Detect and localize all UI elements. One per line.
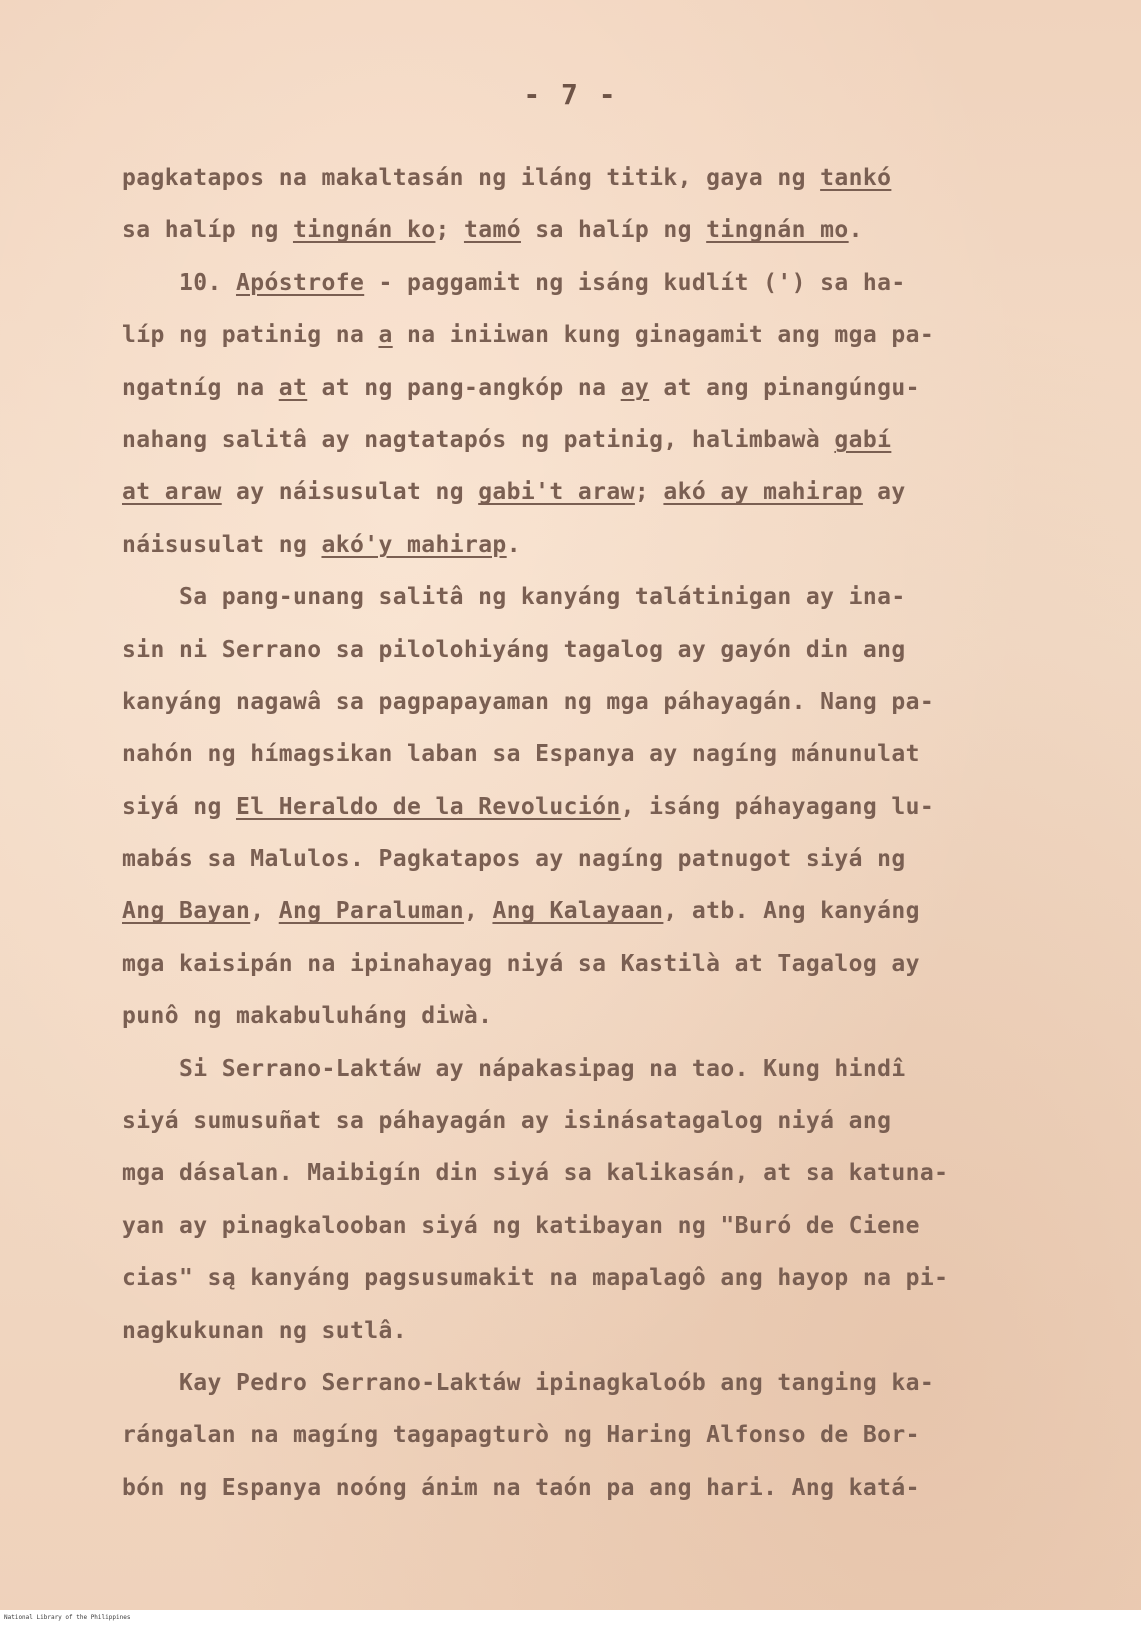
text-segment: , <box>250 898 279 925</box>
text-segment: , isáng páhayagang lu- <box>620 793 935 820</box>
text-line <box>122 1200 1022 1252</box>
text-segment: . <box>506 531 521 558</box>
text-segment: ay <box>862 479 906 506</box>
text-segment: ; <box>634 479 664 506</box>
underlined-term: Ang Bayan <box>122 898 251 925</box>
underlined-term: tankó <box>820 165 892 191</box>
text-segment: ; <box>435 217 464 244</box>
text-segment: líp ng patinig na <box>122 322 379 349</box>
text-segment: sin ni Serrano sa pilolohiyáng tagalog ay gayón din ang <box>122 636 906 663</box>
text-segment: punô ng makabuluháng diwà. <box>122 1003 493 1030</box>
text-segment: ay náisusulat ng <box>221 479 479 506</box>
text-line <box>122 1357 1022 1409</box>
underlined-term: ay <box>620 374 650 401</box>
text-line <box>122 466 1022 518</box>
text-line <box>122 1252 1022 1304</box>
text-segment: cias" są kanyáng pagsusumakit na mapalagô ang hayop na pi- <box>122 1265 949 1292</box>
text-line <box>122 1462 1022 1514</box>
text-segment: , atb. Ang kanyáng <box>663 898 920 925</box>
text-segment: Kay Pedro Serrano-Laktáw ipinagkaloób ang tanging ka- <box>122 1369 935 1396</box>
text-segment: mga kaisipán na ipinahayag niyá sa Kastilà at Tagalog ay <box>122 950 920 977</box>
text-segment: na iniiwan kung ginagamit ang mga pa- <box>392 322 935 349</box>
text-line <box>122 519 1022 571</box>
text-line <box>122 204 1022 256</box>
text-line <box>122 728 1022 780</box>
underlined-term: a <box>378 322 393 349</box>
underlined-term: tamó <box>463 217 521 244</box>
text-segment: - paggamit ng isáng kudlít (') sa ha- <box>364 269 906 296</box>
text-segment: rángalan na magíng tagapagturò ng Haring Alfonso de Bor- <box>122 1422 920 1449</box>
text-segment: siyá ng <box>122 793 236 820</box>
text-segment: nagkukunan ng sutlâ. <box>122 1317 407 1344</box>
underlined-term: tingnán mo <box>706 217 849 244</box>
underlined-term: gabí <box>834 426 892 453</box>
text-line <box>122 1095 1022 1147</box>
body-text <box>122 152 1022 1514</box>
text-segment: at ang pinangúngu- <box>649 374 920 401</box>
underlined-term: akó ay mahirap <box>663 479 863 506</box>
text-segment: Si Serrano-Laktáw ay nápakasipag na tao. Kung hindî <box>122 1055 906 1082</box>
underlined-term: Ang Kalayaan <box>492 898 664 925</box>
text-line <box>122 676 1022 728</box>
underlined-term: gabi't araw <box>478 479 635 506</box>
text-line <box>122 571 1022 623</box>
text-line <box>122 414 1022 466</box>
text-segment: náisusulat ng <box>122 531 322 558</box>
underlined-term: akó'y mahirap <box>321 531 507 558</box>
text-segment: pagkatapos na makaltasán ng iláng titik, gaya ng <box>122 165 821 191</box>
page-number: - 7 - <box>523 78 618 111</box>
footer-credit: National Library of the Philippines <box>4 1614 131 1621</box>
text-segment: Sa pang-unang salitâ ng kanyáng talátinigan ay ina- <box>122 584 906 611</box>
text-segment: mga dásalan. Maibigín din siyá sa kalikasán, at sa katuna- <box>122 1160 949 1187</box>
text-segment: mabás sa Malulos. Pagkatapos ay nagíng patnugot siyá ng <box>122 846 906 873</box>
text-line <box>122 309 1022 361</box>
text-segment: nahón ng hímagsikan laban sa Espanya ay nagíng mánunulat <box>122 741 920 768</box>
text-line <box>122 257 1022 309</box>
text-segment: yan ay pinagkalooban siyá ng katibayan ng "Buró de Ciene <box>122 1212 920 1239</box>
text-line <box>122 624 1022 676</box>
text-line <box>122 781 1022 833</box>
text-segment: kanyáng nagawâ sa pagpapayaman ng mga páhayagán. Nang pa- <box>122 688 935 715</box>
text-segment: siyá sumusuñat sa páhayagán ay isinásatagalog niyá ang <box>122 1108 892 1135</box>
text-segment: sa halíp ng <box>520 217 707 244</box>
text-segment: sa halíp ng <box>122 217 293 244</box>
text-segment: at ng pang-angkóp na <box>307 374 621 401</box>
text-segment: 10. <box>122 269 236 296</box>
underlined-term: at <box>278 374 308 401</box>
underlined-term: at araw <box>122 479 222 506</box>
text-segment: nahang salitâ ay nagtatapós ng patinig, halimbawà <box>122 426 835 453</box>
text-line <box>122 885 1022 937</box>
text-segment: , <box>463 898 493 925</box>
text-line <box>122 1147 1022 1199</box>
text-line <box>122 362 1022 414</box>
footer-strip <box>0 1610 1141 1628</box>
text-line <box>122 1409 1022 1461</box>
underlined-term: tingnán ko <box>292 217 436 244</box>
text-line <box>122 938 1022 990</box>
underlined-term: Ang Paraluman <box>278 898 464 925</box>
text-line <box>122 990 1022 1042</box>
underlined-term: El Heraldo de la Revolución <box>235 793 621 820</box>
text-segment: bón ng Espanya noóng ánim na taón pa ang hari. Ang katá- <box>122 1474 920 1501</box>
text-segment: ngatníg na <box>122 374 279 401</box>
text-segment: . <box>848 217 863 244</box>
text-line <box>122 1305 1022 1357</box>
underlined-term: Apóstrofe <box>235 269 365 296</box>
text-line <box>122 833 1022 885</box>
text-line <box>122 152 1022 204</box>
text-line <box>122 1043 1022 1095</box>
